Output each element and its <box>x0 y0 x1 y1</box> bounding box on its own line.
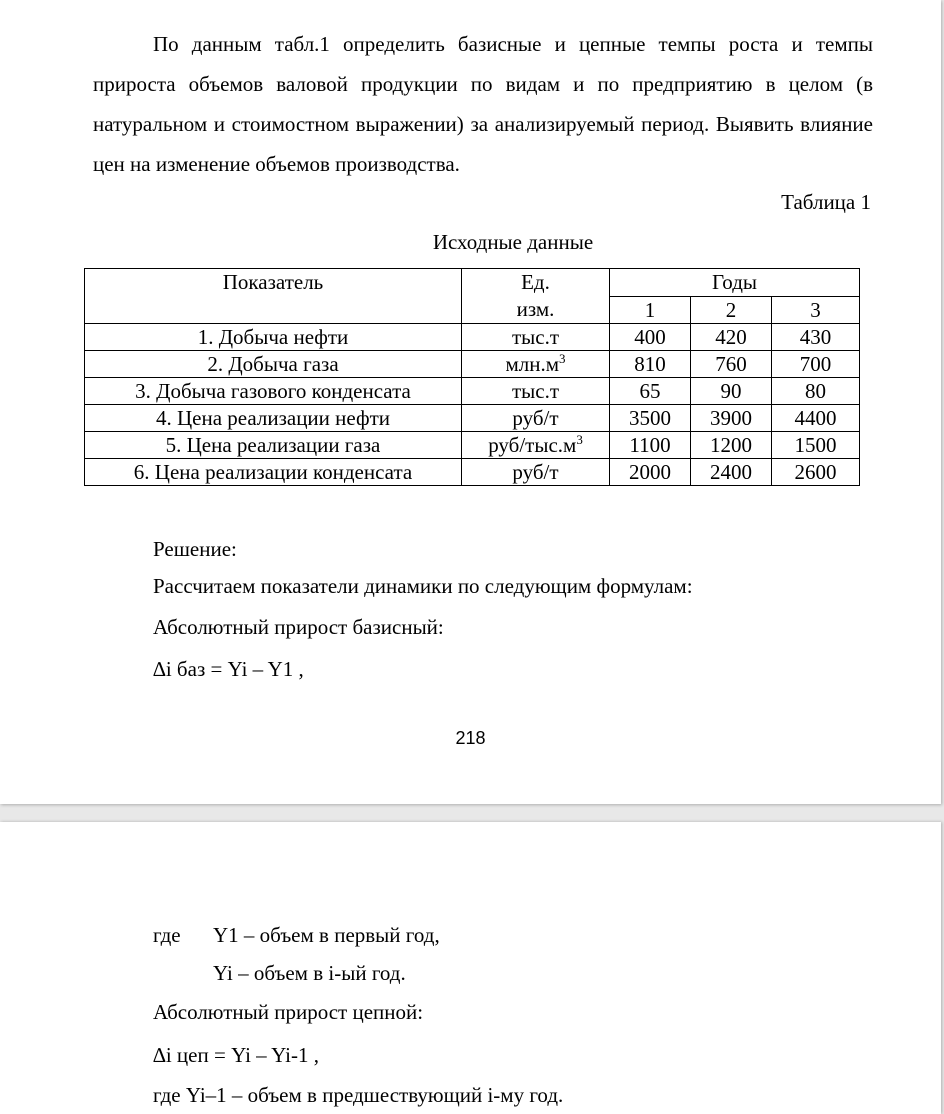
row-name: 4. Цена реализации нефти <box>85 405 462 432</box>
row-value: 400 <box>610 324 691 351</box>
header-years: Годы <box>610 269 860 297</box>
table-row <box>85 405 860 432</box>
row-unit: тыс.т <box>462 378 610 405</box>
intro-paragraph: По данным табл.1 определить базисные и цепные темпы роста и темпы прироста объемов валовой продукции по видам и по предприятию в целом (в натуральном и стоимостном выражении) за анализируемый период. Выявить влияние цен на изменение объемов производства. <box>93 32 873 176</box>
abs-base-formula: ∆i баз = Yi – Y1 , <box>153 657 304 681</box>
table-number: Таблица 1 <box>781 190 871 214</box>
table-row <box>85 324 860 351</box>
row-name: 3. Добыча газового конденсата <box>85 378 462 405</box>
row-unit: $млн.м^3$ <box>462 351 610 378</box>
header-unit-line2: изм. <box>516 297 555 321</box>
row-value: 4400 <box>772 405 860 432</box>
abs-chain-formula: ∆i цеп = Yi – Yi-1 , <box>153 1043 319 1067</box>
where-y1: Y1 – объем в первый год, <box>213 923 440 947</box>
where-yi: Yi – объем в i-ый год. <box>213 961 406 985</box>
row-name: 2. Добыча газа <box>85 351 462 378</box>
row-name: 5. Цена реализации газа <box>85 432 462 459</box>
abs-base-label: Абсолютный прирост базисный: <box>153 615 444 639</box>
year-3: 3 <box>772 296 860 324</box>
row-value: 3900 <box>691 405 772 432</box>
where-word: где <box>153 923 181 947</box>
solution-heading: Решение: <box>153 537 237 561</box>
document-page-2 <box>0 822 941 1114</box>
row-value: 700 <box>772 351 860 378</box>
header-indicator: Показатель <box>85 269 462 324</box>
row-value: 810 <box>610 351 691 378</box>
table-row <box>85 378 860 405</box>
row-value: 3500 <box>610 405 691 432</box>
row-value: 430 <box>772 324 860 351</box>
table-row <box>85 432 860 459</box>
year-1: 1 <box>610 296 691 324</box>
row-value: 1100 <box>610 432 691 459</box>
table-header-row <box>85 269 860 297</box>
page-number: 218 <box>455 728 486 748</box>
year-2: 2 <box>691 296 772 324</box>
where-yi-prev: где Yi–1 – объем в предшествующий i-му год. <box>153 1083 564 1107</box>
row-value: 80 <box>772 378 860 405</box>
row-name: 1. Добыча нефти <box>85 324 462 351</box>
row-value: 1200 <box>691 432 772 459</box>
table-row <box>85 459 860 486</box>
row-value: 2000 <box>610 459 691 486</box>
row-value: 1500 <box>772 432 860 459</box>
solution-intro: Рассчитаем показатели динамики по следующим формулам: <box>153 574 693 598</box>
header-unit-line1: Ед. <box>521 270 550 294</box>
row-name: 6. Цена реализации конденсата <box>85 459 462 486</box>
header-unit <box>462 269 610 324</box>
source-data-table <box>84 268 860 486</box>
table-row <box>85 351 860 378</box>
row-value: 760 <box>691 351 772 378</box>
row-value: 2600 <box>772 459 860 486</box>
row-value: 90 <box>691 378 772 405</box>
table-caption: Исходные данные <box>432 230 594 254</box>
row-unit: тыс.т <box>462 324 610 351</box>
row-unit: руб/т <box>462 459 610 486</box>
abs-chain-label: Абсолютный прирост цепной: <box>153 1000 424 1024</box>
row-unit: руб/$тыс.м^3$ <box>462 432 610 459</box>
row-value: 65 <box>610 378 691 405</box>
row-unit: руб/т <box>462 405 610 432</box>
row-value: 2400 <box>691 459 772 486</box>
row-value: 420 <box>691 324 772 351</box>
